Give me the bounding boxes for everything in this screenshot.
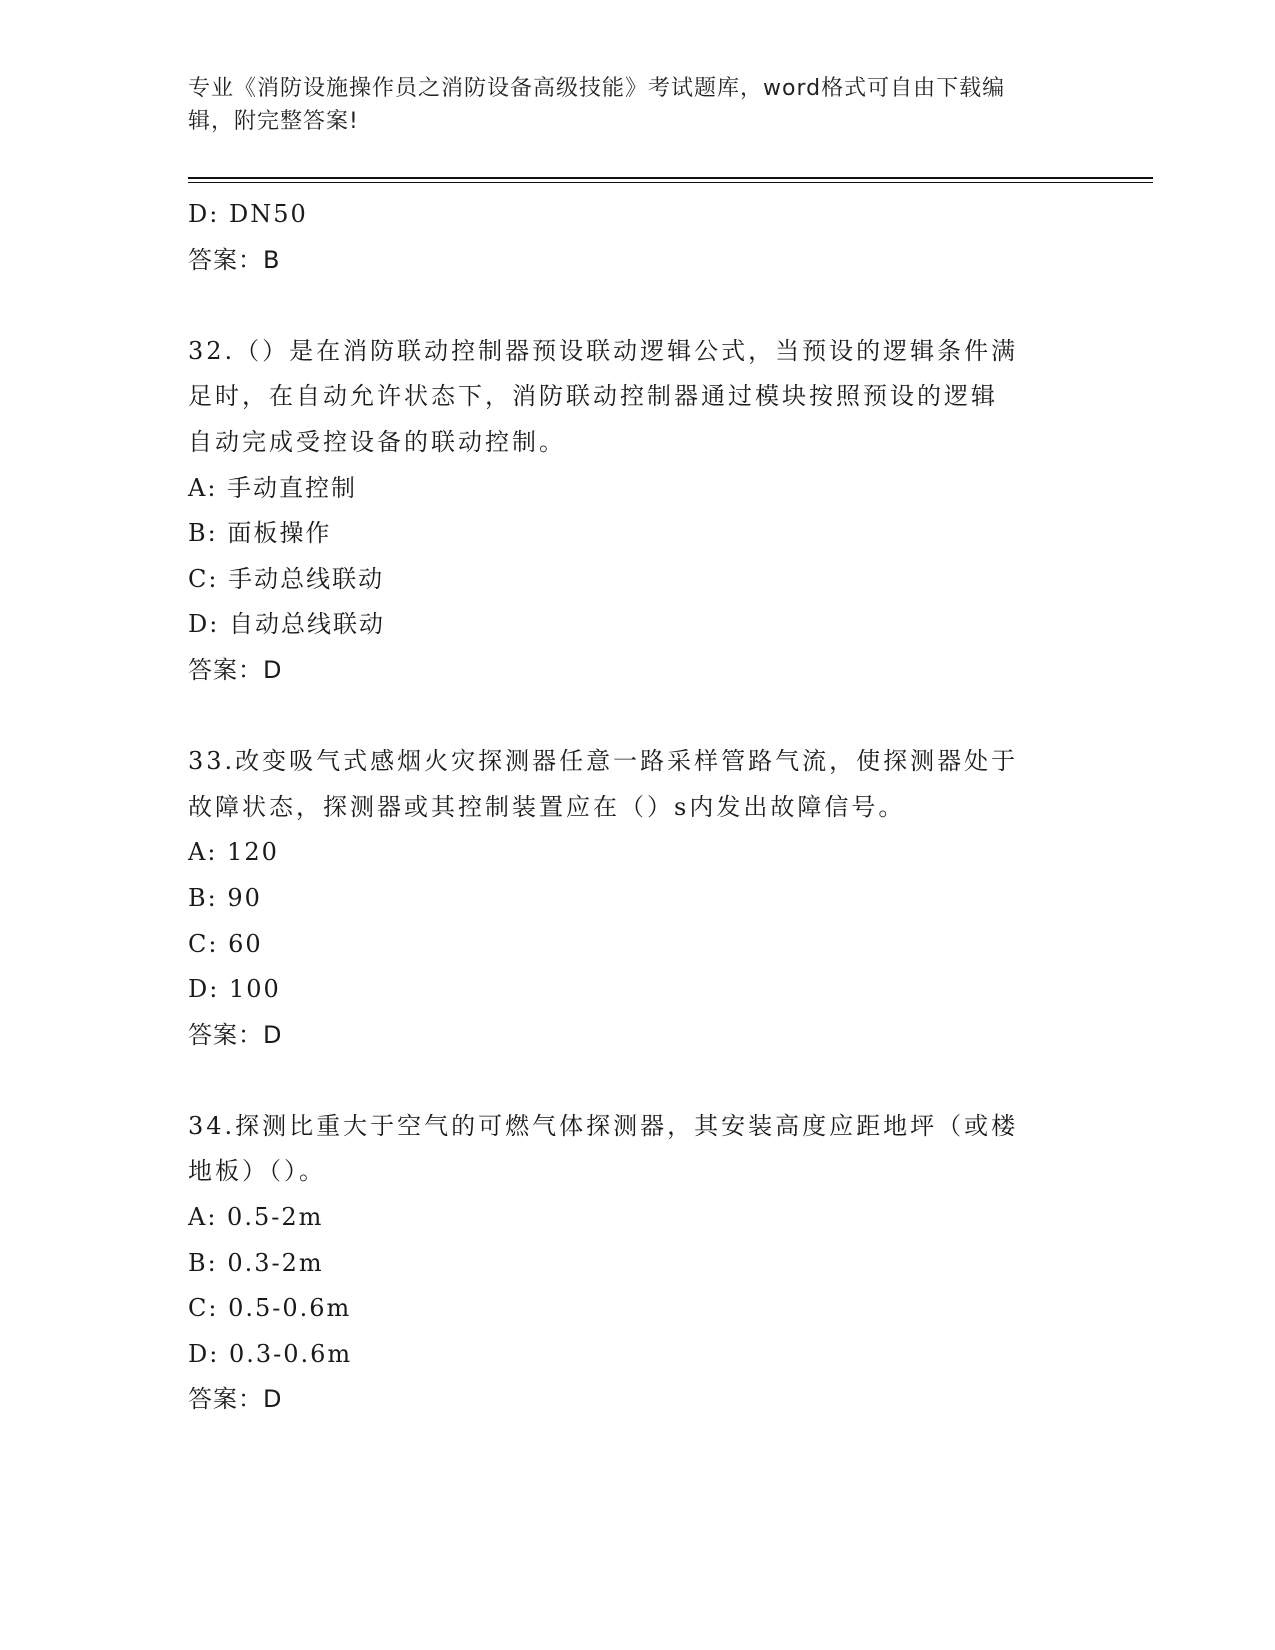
option-d: D: 100 (188, 975, 281, 1004)
document-header (188, 72, 1068, 138)
question-text-line: 自动完成受控设备的联动控制。 (188, 427, 566, 456)
question-text-line: 地板）（）。 (188, 1157, 326, 1186)
spacer (188, 283, 1088, 329)
question-text-line: 故障状态，探测器或其控制装置应在（）s内发出故障信号。 (188, 792, 906, 821)
spacer (188, 694, 1088, 740)
question-list (188, 192, 1088, 1423)
option-a: A: 0.5-2m (188, 1203, 324, 1232)
question-32 (188, 329, 1088, 694)
spacer (188, 1058, 1088, 1104)
option-b: B: 面板操作 (188, 519, 332, 548)
option-c: C: 手动总线联动 (188, 564, 385, 593)
header-divider-thin (188, 182, 1153, 183)
option-b: B: 0.3-2m (188, 1248, 324, 1277)
question-text-line: 34.探测比重大于空气的可燃气体探测器，其安装高度应距地坪（或楼 (188, 1111, 1019, 1140)
question-text-line: 足时，在自动允许状态下，消防联动控制器通过模块按照预设的逻辑 (188, 382, 998, 411)
question-34 (188, 1104, 1088, 1423)
answer-line: 答案：D (188, 1385, 283, 1414)
question-33 (188, 739, 1088, 1058)
question-31 (188, 192, 1088, 283)
header-divider-thick (188, 177, 1153, 179)
option-d: D: DN50 (188, 200, 308, 228)
option-d: D: 0.3-0.6m (188, 1339, 353, 1368)
option-a: A: 手动直控制 (188, 473, 358, 502)
option-c: C: 60 (188, 929, 263, 958)
option-a: A: 120 (188, 838, 279, 867)
option-c: C: 0.5-0.6m (188, 1294, 352, 1323)
answer-line: 答案：D (188, 1020, 283, 1049)
answer-line: 答案：B (188, 245, 281, 274)
option-d: D: 自动总线联动 (188, 610, 385, 639)
answer-line: 答案：D (188, 655, 283, 684)
question-text-line: 32.（）是在消防联动控制器预设联动逻辑公式，当预设的逻辑条件满 (188, 336, 1019, 365)
header-line-2: 辑，附完整答案! (188, 109, 359, 134)
header-line-1: 专业《消防设施操作员之消防设备高级技能》考试题库，word格式可自由下载编 (188, 76, 1006, 101)
question-text-line: 33.改变吸气式感烟火灾探测器任意一路采样管路气流，使探测器处于 (188, 747, 1019, 776)
option-b: B: 90 (188, 883, 262, 912)
